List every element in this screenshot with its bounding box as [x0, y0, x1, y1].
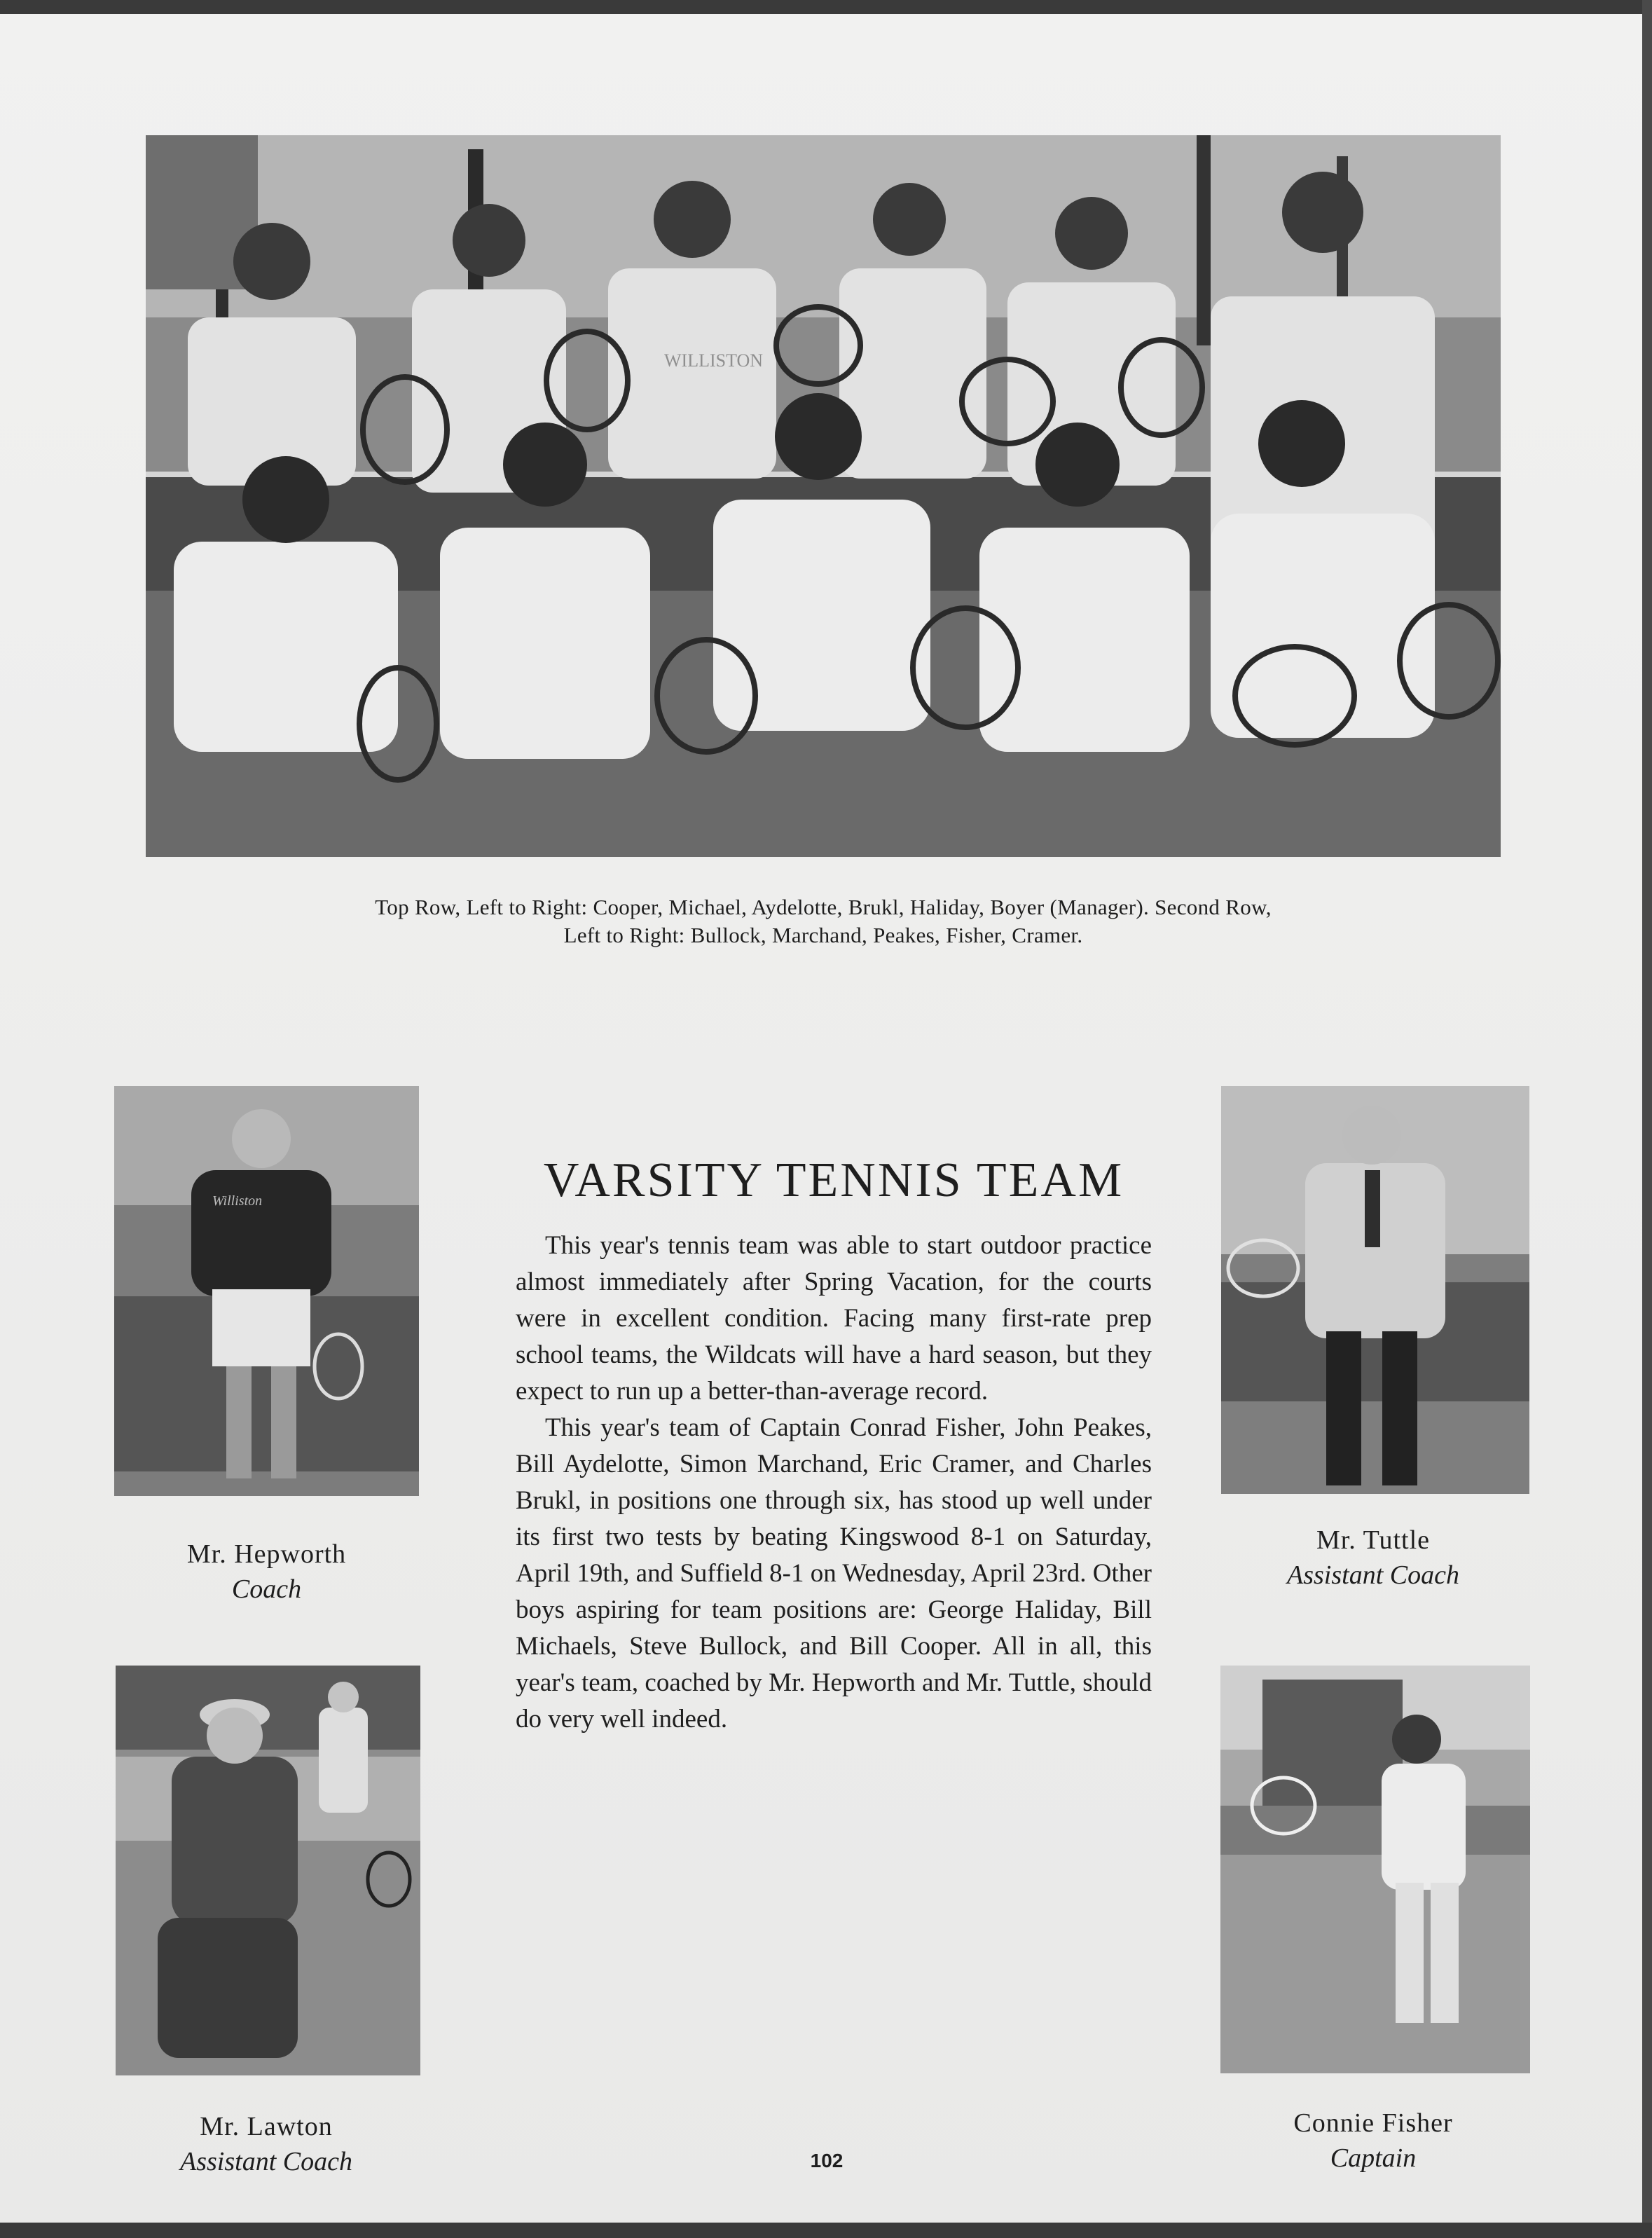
lawton-role: Assistant Coach	[180, 2147, 352, 2176]
hepworth-name: Mr. Hepworth	[186, 1539, 347, 1569]
fisher-name: Connie Fisher	[1293, 2108, 1453, 2138]
sweater-text: Williston	[212, 1193, 263, 1209]
page-number: 102	[810, 2150, 844, 2171]
team-photo-caption	[210, 893, 1436, 949]
article-body	[516, 1228, 1152, 1738]
tuttle-photo	[1221, 1086, 1529, 1494]
hepworth-role: Coach	[231, 1574, 302, 1604]
fisher-photo	[1220, 1666, 1530, 2073]
scan-edge-right	[1642, 0, 1652, 2238]
tuttle-role: Assistant Coach	[1287, 1560, 1459, 1590]
caption-line-1: Top Row, Left to Right: Cooper, Michael, Aydelotte, Brukl, Haliday, Boyer (Manager). Second Row,	[375, 895, 1272, 919]
fisher-role: Captain	[1330, 2143, 1417, 2173]
shirt-lettering: WILLISTON	[664, 350, 764, 371]
caption-line-2: Left to Right: Bullock, Marchand, Peakes, Fisher, Cramer.	[563, 923, 1083, 947]
article-title: VARSITY TENNIS TEAM	[543, 1153, 1124, 1207]
scan-edge-top	[0, 0, 1652, 14]
tuttle-name: Mr. Tuttle	[1316, 1525, 1431, 1555]
lawton-photo	[116, 1666, 420, 2075]
hepworth-photo	[114, 1086, 419, 1496]
lawton-name: Mr. Lawton	[200, 2112, 333, 2141]
article-paragraph-2: This year's team of Captain Conrad Fisher, John Peakes, Bill Aydelotte, Simon Marchand, Eric Cramer, and Charles Brukl, in positions one through six, has stood up well under its first two tests by beating Kingswood 8-1 on Saturday, April 19th, and Suffield 8-1 on Wednesday, April 23rd. Other boys aspiring for team positions are: George Haliday, Bill Michaels, Steve Bullock, and Bill Cooper. All in all, this year's team, coached by Mr. Hepworth and Mr. Tuttle, should do very well indeed.	[516, 1413, 1152, 1734]
scan-edge-bottom	[0, 2223, 1652, 2238]
team-photo	[146, 135, 1501, 857]
article-paragraph-1: This year's tennis team was able to start outdoor practice almost immediately after Spring Vacation, for the courts were in excellent condition. Facing many first-rate prep school teams, the Wildcats will have a hard season, but they expect to run up a better-than-average record.	[516, 1231, 1152, 1406]
